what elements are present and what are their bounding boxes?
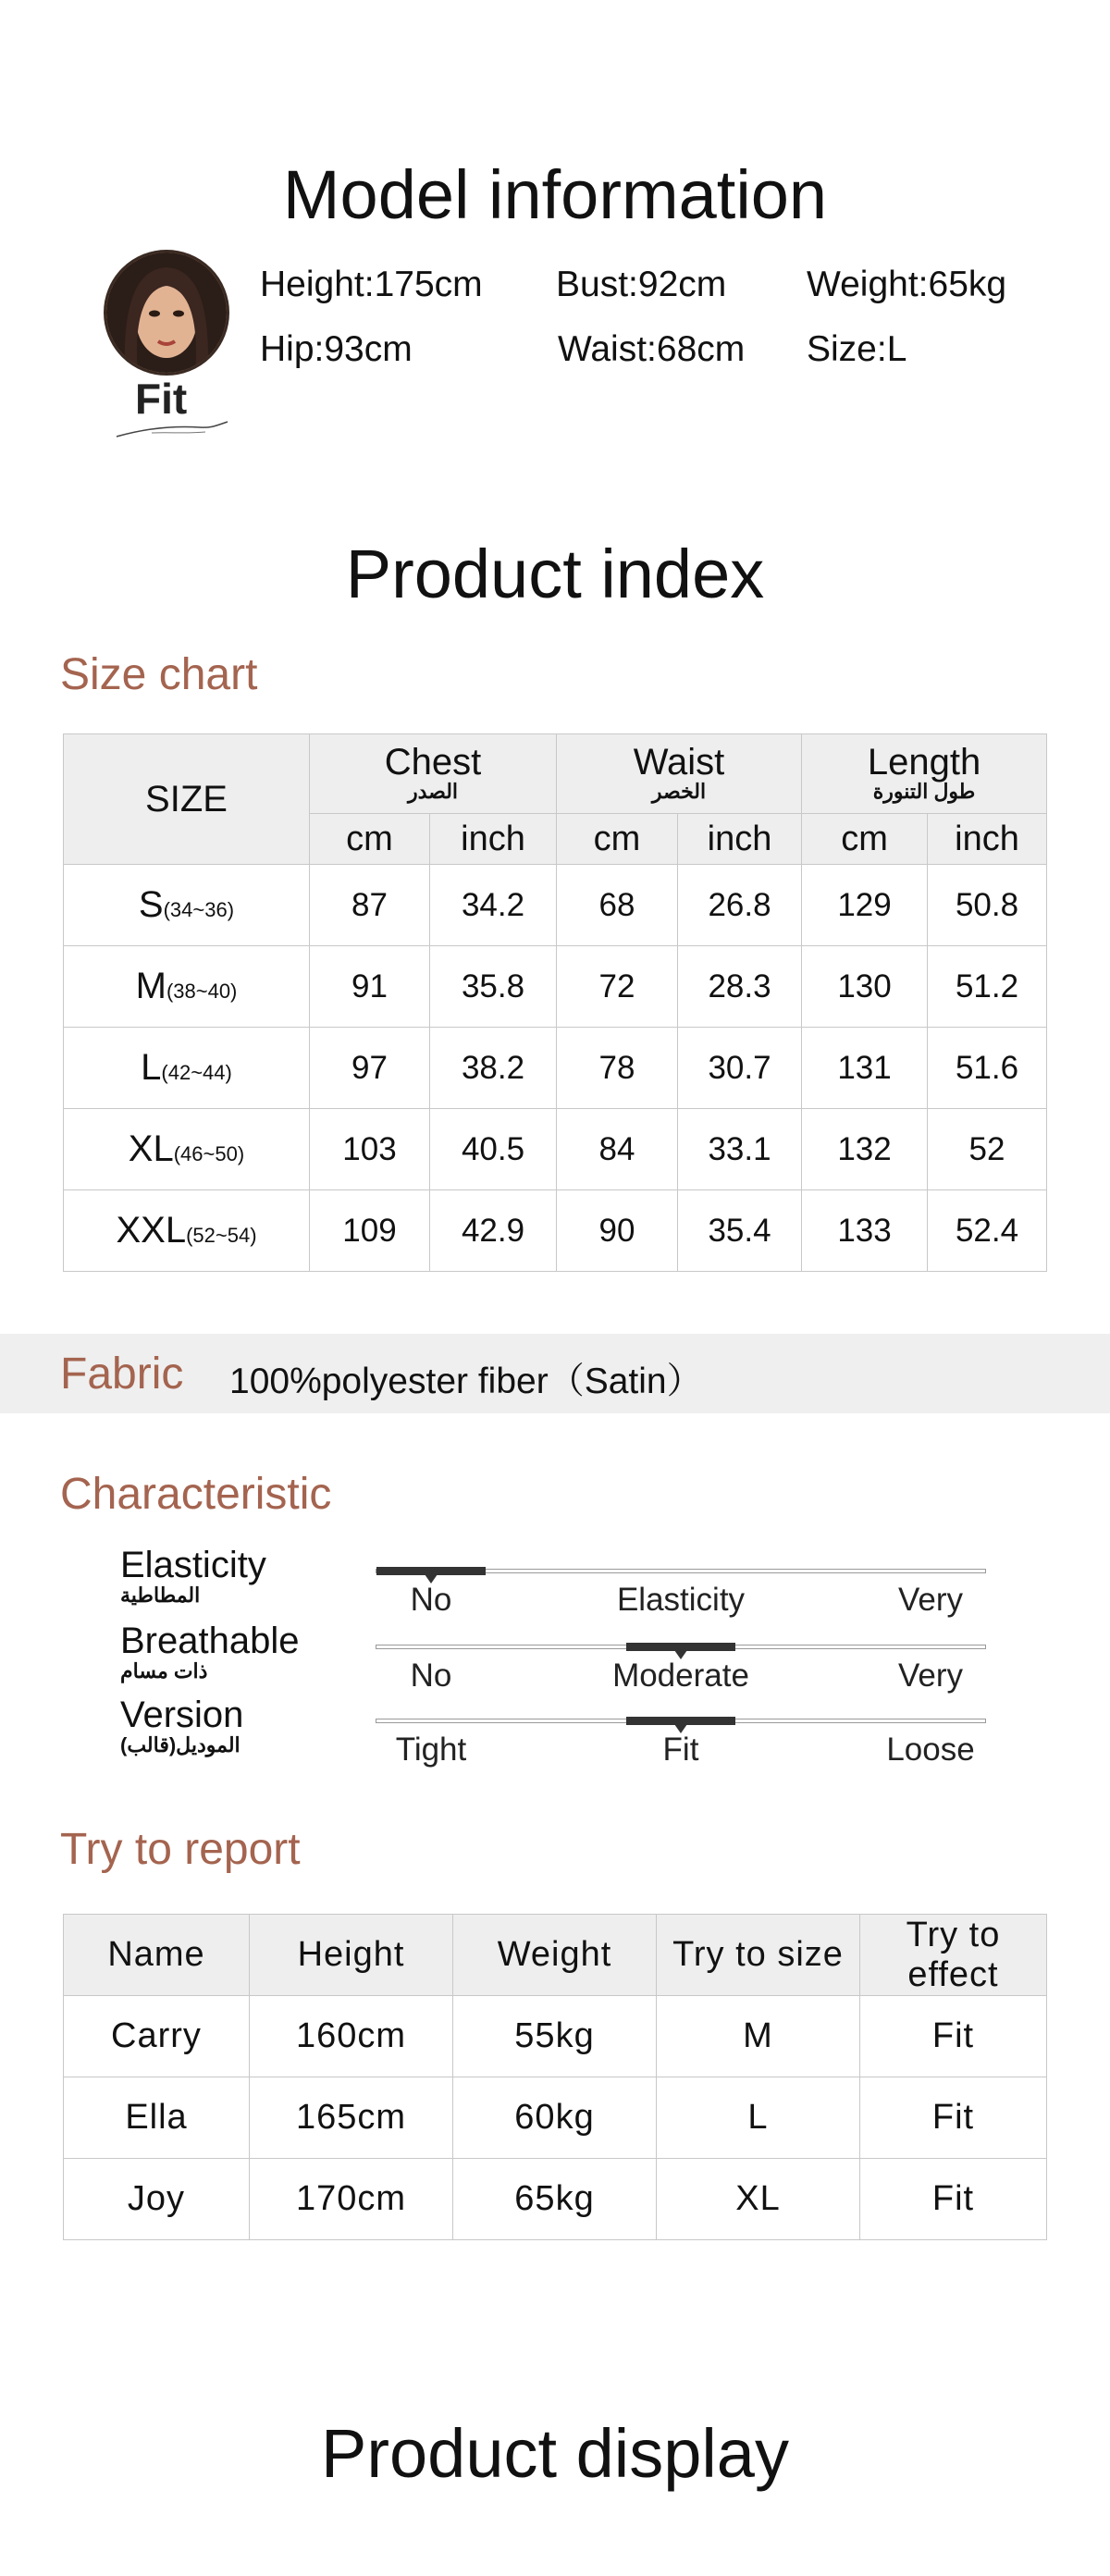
measure-cell: 129 — [802, 865, 928, 946]
size-row — [64, 1109, 1047, 1190]
measure-cell: 38.2 — [430, 1028, 557, 1109]
measure-cell: 51.2 — [928, 946, 1047, 1028]
report-effect-cell: Fit — [860, 2077, 1047, 2159]
measure-cell: 90 — [557, 1190, 678, 1272]
characteristic-arabic-label: الموديل(قالب) — [120, 1733, 240, 1756]
measure-cell: 72 — [557, 946, 678, 1028]
unit-cell: inch — [928, 814, 1047, 865]
model-avatar — [104, 250, 229, 376]
size-header: SIZE — [64, 734, 310, 865]
product-index-title: Product index — [345, 536, 765, 612]
scale-mid-label: Moderate — [612, 1658, 749, 1694]
model-bust: Bust:92cm — [556, 265, 727, 304]
measure-cell: 52.4 — [928, 1190, 1047, 1272]
report-weight-cell: 65kg — [453, 2159, 657, 2240]
unit-cell: cm — [310, 814, 430, 865]
measure-cell: 84 — [557, 1109, 678, 1190]
report-weight-cell: 55kg — [453, 1996, 657, 2077]
unit-cell: cm — [802, 814, 928, 865]
characteristic-label: Elasticity — [120, 1545, 266, 1585]
report-header-weight: Weight — [453, 1915, 657, 1996]
measure-cell: 103 — [310, 1109, 430, 1190]
report-header-name: Name — [64, 1915, 250, 1996]
size-row — [64, 1190, 1047, 1272]
measure-cell: 34.2 — [430, 865, 557, 946]
model-waist: Waist:68cm — [558, 329, 746, 369]
scale-right-label: Very — [897, 1658, 964, 1694]
report-row — [64, 1996, 1047, 2077]
size-row — [64, 946, 1047, 1028]
size-cell: XXL(52~54) — [64, 1190, 310, 1272]
measure-cell: 33.1 — [678, 1109, 802, 1190]
size-cell: M(38~40) — [64, 946, 310, 1028]
measure-cell: 91 — [310, 946, 430, 1028]
characteristic-arabic-label: المطاطية — [120, 1584, 201, 1607]
report-size-cell: M — [657, 1996, 860, 2077]
try-report-table — [63, 1914, 1047, 2240]
measure-cell: 87 — [310, 865, 430, 946]
measure-cell: 26.8 — [678, 865, 802, 946]
characteristic-arabic-label: ذات مسام — [120, 1659, 208, 1682]
report-header-size: Try to size — [657, 1915, 860, 1996]
measure-cell: 42.9 — [430, 1190, 557, 1272]
model-weight: Weight:65kg — [807, 265, 1007, 304]
fabric-label: Fabric — [60, 1350, 184, 1399]
model-portrait-icon — [106, 253, 227, 373]
measure-cell: 35.8 — [430, 946, 557, 1028]
scale-right-label: Loose — [886, 1732, 975, 1768]
length-header: Length طول التنورة — [802, 734, 1047, 814]
measure-cell: 40.5 — [430, 1109, 557, 1190]
unit-cell: inch — [678, 814, 802, 865]
scale-left-label: Tight — [395, 1732, 467, 1768]
measure-cell: 97 — [310, 1028, 430, 1109]
measure-cell: 35.4 — [678, 1190, 802, 1272]
size-cell: XL(46~50) — [64, 1109, 310, 1190]
waist-header: Waist الخصر — [557, 734, 802, 814]
scale-mid-label: Fit — [662, 1732, 699, 1768]
model-size: Size:L — [807, 329, 907, 369]
model-info-title: Model information — [282, 156, 828, 233]
fabric-value: 100%polyester fiber（Satin） — [229, 1362, 703, 1401]
measure-cell: 132 — [802, 1109, 928, 1190]
measure-cell: 131 — [802, 1028, 928, 1109]
measure-cell: 78 — [557, 1028, 678, 1109]
report-weight-cell: 60kg — [453, 2077, 657, 2159]
model-hip: Hip:93cm — [260, 329, 413, 369]
try-report-heading: Try to report — [60, 1825, 301, 1874]
scale-left-label: No — [410, 1582, 452, 1618]
size-row — [64, 865, 1047, 946]
measure-cell: 133 — [802, 1190, 928, 1272]
size-row — [64, 1028, 1047, 1109]
signature-icon — [115, 416, 230, 440]
report-row — [64, 2159, 1047, 2240]
size-cell: S(34~36) — [64, 865, 310, 946]
size-chart-table — [63, 733, 1047, 1272]
report-height-cell: 170cm — [250, 2159, 453, 2240]
measure-cell: 130 — [802, 946, 928, 1028]
report-name-cell: Carry — [64, 1996, 250, 2077]
model-height: Height:175cm — [260, 265, 483, 304]
report-height-cell: 160cm — [250, 1996, 453, 2077]
characteristic-label: Version — [120, 1695, 244, 1735]
report-name-cell: Joy — [64, 2159, 250, 2240]
size-cell: L(42~44) — [64, 1028, 310, 1109]
product-display-title: Product display — [321, 2415, 789, 2492]
measure-cell: 52 — [928, 1109, 1047, 1190]
unit-cell: cm — [557, 814, 678, 865]
scale-right-label: Very — [897, 1582, 964, 1618]
report-header-effect: Try to effect — [860, 1915, 1047, 1996]
characteristic-heading: Characteristic — [60, 1470, 332, 1519]
report-name-cell: Ella — [64, 2077, 250, 2159]
size-chart-heading: Size chart — [60, 650, 258, 699]
measure-cell: 68 — [557, 865, 678, 946]
report-size-cell: L — [657, 2077, 860, 2159]
report-size-cell: XL — [657, 2159, 860, 2240]
measure-cell: 28.3 — [678, 946, 802, 1028]
report-height-cell: 165cm — [250, 2077, 453, 2159]
chest-header: Chest الصدر — [310, 734, 557, 814]
characteristic-label: Breathable — [120, 1621, 300, 1661]
measure-cell: 30.7 — [678, 1028, 802, 1109]
report-row — [64, 2077, 1047, 2159]
measure-cell: 51.6 — [928, 1028, 1047, 1109]
unit-cell: inch — [430, 814, 557, 865]
report-effect-cell: Fit — [860, 1996, 1047, 2077]
report-effect-cell: Fit — [860, 2159, 1047, 2240]
scale-mid-label: Elasticity — [616, 1582, 746, 1618]
scale-left-label: No — [410, 1658, 452, 1694]
measure-cell: 50.8 — [928, 865, 1047, 946]
fit-label: Fit — [135, 375, 188, 423]
report-header-height: Height — [250, 1915, 453, 1996]
measure-cell: 109 — [310, 1190, 430, 1272]
